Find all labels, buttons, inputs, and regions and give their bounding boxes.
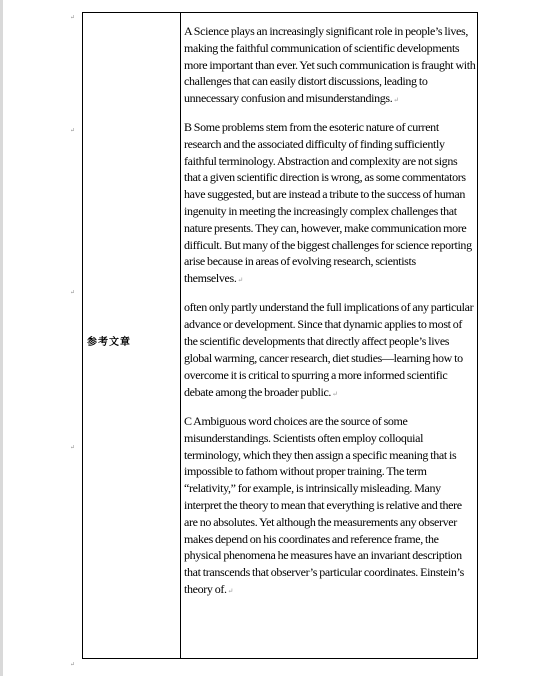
- table-content-cell[interactable]: [184, 23, 476, 610]
- paragraph-mark: ↵: [70, 128, 76, 134]
- table-label-cell[interactable]: 参考文章: [87, 337, 131, 348]
- paragraph-mark: ↵: [70, 445, 76, 451]
- paragraph-end-mark: ↵: [227, 586, 234, 595]
- paragraph-mark: ↵: [70, 290, 76, 296]
- page-left-edge: [0, 0, 3, 676]
- paragraph-a[interactable]: [184, 23, 476, 109]
- paragraph-c[interactable]: [184, 413, 476, 600]
- paragraph-b-continued-text: often only partly understand the full implications of any particular advance or development. Since that dynamic applies to most of the scientific developments that directly affect people’s lives global warming, cancer research, diet studies—learning how to overcome it is critical to spurring a more informed scientific debate among the broader public.: [184, 299, 474, 399]
- paragraph-end-mark: ↵: [237, 276, 243, 285]
- column-divider: [180, 13, 181, 658]
- paragraph-mark: ↵: [70, 15, 76, 21]
- paragraph-a-text: A Science plays an increasingly significant role in people’s lives, making the faithful communication of scientific developments more important than ever. Yet such communication is fraught with challenges that can easily distort discussions, leading to unnecessary confusion and misunderstandings.: [184, 24, 476, 106]
- paragraph-b-continued[interactable]: [184, 299, 476, 403]
- document-table: [82, 12, 478, 659]
- paragraph-b[interactable]: [184, 119, 476, 289]
- paragraph-end-mark: ↵: [332, 389, 338, 398]
- paragraph-end-mark: ↵: [393, 96, 399, 105]
- paragraph-b-text: B Some problems stem from the esoteric nature of current research and the associated difficulty of finding sufficiently faithful terminology. Abstraction and complexity are not signs that a given scientific direction is wrong, as some commentators have suggested, but are instead a tribute to the success of human ingenuity in meeting the increasingly complex challenges that nature presents. They can, however, make communication more difficult. But many of the biggest challenges for science reporting arise because in areas of evolving research, scientists themselves.: [184, 119, 472, 286]
- paragraph-mark: ↵: [70, 662, 76, 668]
- paragraph-c-text: C Ambiguous word choices are the source of some misunderstandings. Scientists often employ colloquial terminology, which they then assign a specific meaning that is impossible to fathom without proper training. The term “relativity,” for example, is intrinsically misleading. Many interpret the theory to mean that everything is relative and there are no absolutes. Yet although the measurements any observer makes depend on his coordinates and reference frame, the physical phenomena he measures have an invariant description that transcends that observer’s particular coordinates. Einstein’s theory of.: [184, 413, 464, 596]
